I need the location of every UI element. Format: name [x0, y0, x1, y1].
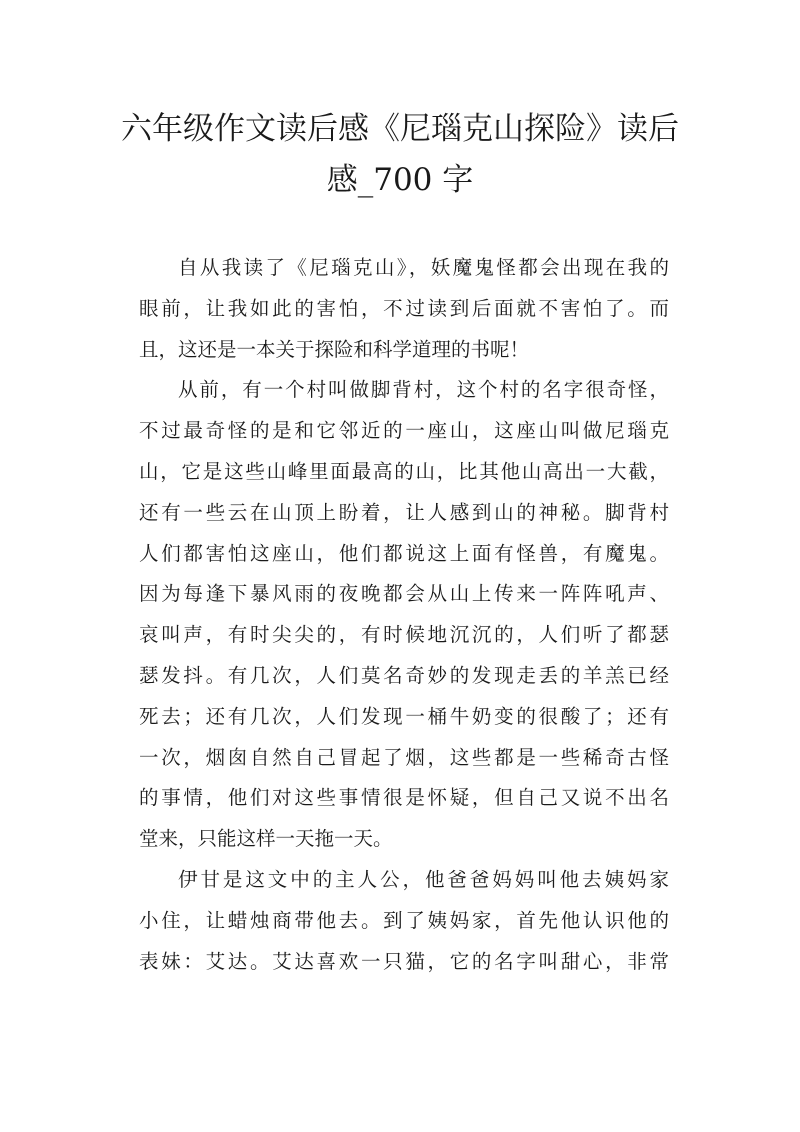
- paragraph-line: 不过最奇怪的是和它邻近的一座山，这座山叫做尼瑙克: [139, 419, 669, 443]
- document-body: [139, 248, 669, 982]
- paragraph-line: 哀叫声，有时尖尖的，有时候地沉沉的，人们听了都瑟: [139, 623, 669, 647]
- paragraph-line: 还有一些云在山顶上盼着，让人感到山的神秘。脚背村: [139, 500, 669, 524]
- paragraph-1: [139, 248, 669, 370]
- paragraph-line: 小住，让蜡烛商带他去。到了姨妈家，首先他认识他的: [139, 908, 669, 932]
- title-line-2: 感_700 字: [326, 162, 474, 198]
- paragraph-line: 的事情，他们对这些事情很是怀疑，但自己又说不出名: [139, 786, 669, 810]
- title-line-1: 六年级作文读后感《尼瑙克山探险》读后: [121, 111, 679, 147]
- paragraph-2: [139, 370, 669, 860]
- paragraph-line: 自从我读了《尼瑙克山》，妖魔鬼怪都会出现在我的: [178, 256, 669, 279]
- paragraph-line: 山，它是这些山峰里面最高的山，比其他山高出一大截，: [139, 459, 669, 483]
- paragraph-line: 瑟发抖。有几次，人们莫名奇妙的发现走丢的羊羔已经: [139, 663, 669, 687]
- paragraph-line: 且，这还是一本关于探险和科学道理的书呢！: [139, 337, 530, 361]
- paragraph-line: 从前，有一个村叫做脚背村，这个村的名字很奇怪，: [178, 378, 669, 402]
- paragraph-line: 因为每逢下暴风雨的夜晚都会从山上传来一阵阵吼声、: [139, 582, 669, 606]
- paragraph-line: 伊甘是这文中的主人公，他爸爸妈妈叫他去姨妈家: [178, 867, 669, 891]
- paragraph-line: 死去；还有几次，人们发现一桶牛奶变的很酸了；还有: [139, 704, 669, 728]
- paragraph-line: 表妹：艾达。艾达喜欢一只猫，它的名字叫甜心，非常: [139, 949, 669, 973]
- paragraph-line: 人们都害怕这座山，他们都说这上面有怪兽，有魔鬼。: [139, 541, 669, 565]
- paragraph-3: [139, 860, 669, 982]
- document-title: [120, 104, 680, 206]
- paragraph-line: 眼前，让我如此的害怕，不过读到后面就不害怕了。而: [139, 296, 669, 320]
- paragraph-line: 堂来，只能这样一天拖一天。: [139, 827, 393, 851]
- paragraph-line: 一次，烟囱自然自己冒起了烟，这些都是一些稀奇古怪: [139, 745, 669, 769]
